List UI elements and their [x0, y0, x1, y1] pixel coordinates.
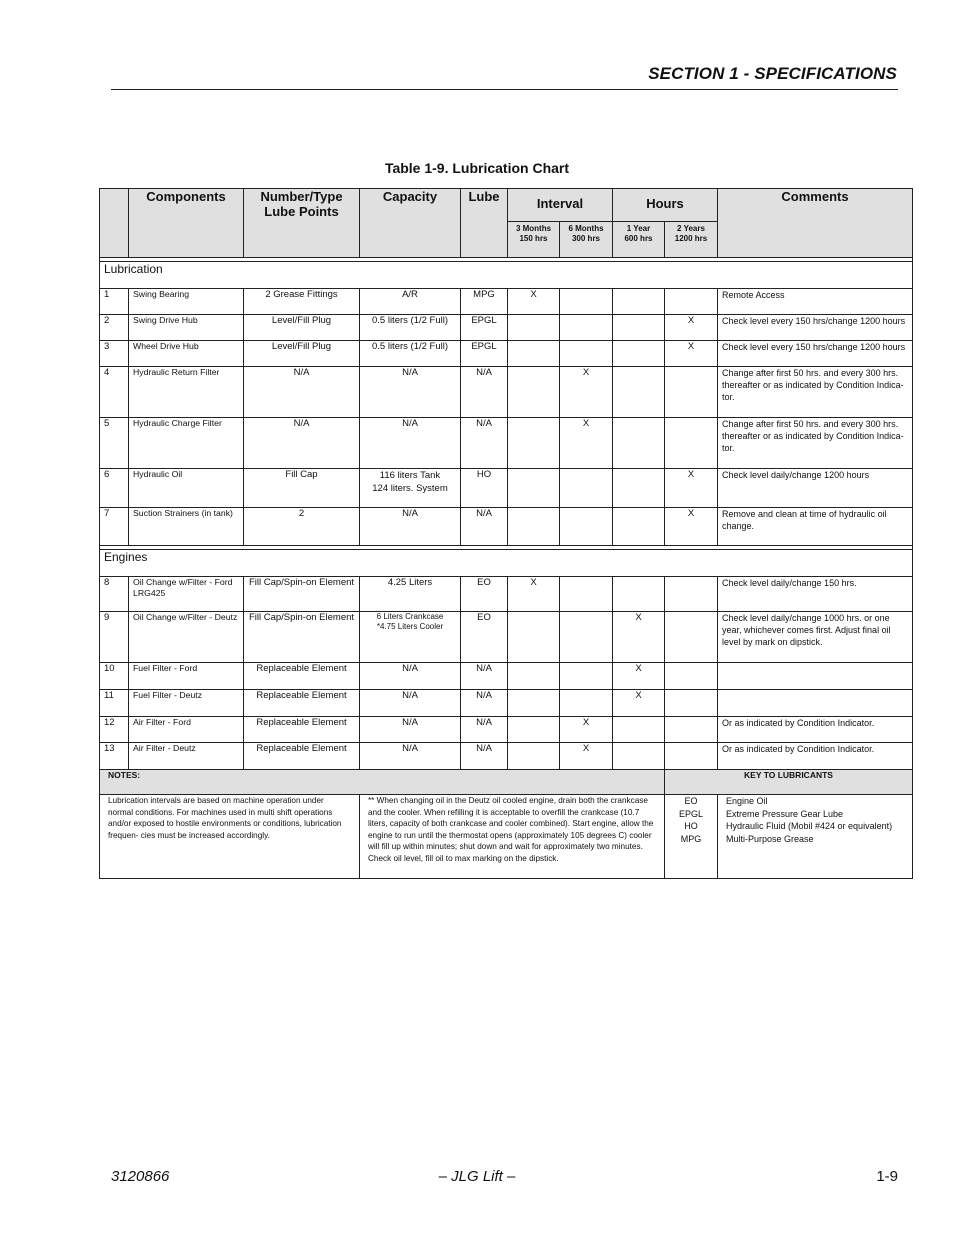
row-comment: Check level daily/change 1200 hours	[718, 469, 913, 508]
row-lube: EO	[461, 612, 508, 663]
row-number: 6	[100, 469, 129, 508]
table-row	[100, 289, 913, 315]
section-header: SECTION 1 - SPECIFICATIONS	[648, 64, 897, 83]
row-comment	[718, 690, 913, 717]
row-interval-6-months	[560, 508, 613, 546]
table-row	[100, 690, 913, 717]
row-lube-points: N/A	[244, 418, 360, 469]
row-capacity: 4.25 Liters	[360, 577, 461, 612]
capacity-line2: 124 liters. System	[372, 483, 448, 494]
table-title: Table 1-9. Lubrication Chart	[384, 160, 570, 176]
row-lube: N/A	[461, 663, 508, 690]
note-deutz-oil-change: ** When changing oil in the Deutz oil cooled engine, drain both the crankcase and the cooler. When refilling it is acceptable to overfill the crankcase (10.7 liters, capacity of both crankcase and cooler combined). Start engine, allow the engine to run until the thermostat opens (approximately 105 degrees C) cooler will fill up within minutes; shut down and wait for approximately two minutes. Check oil level, fill oil to max marking on the dipstick.	[360, 795, 665, 879]
row-component: Suction Strainers (in tank)	[129, 508, 244, 546]
row-comment: Check level daily/change 1000 hrs. or one year, whichever comes first. Adjust final oil level by mark on dipstick.	[718, 612, 913, 663]
row-number: 13	[100, 743, 129, 770]
row-component: Oil Change w/Filter - Ford LRG425	[129, 577, 244, 612]
header-number-type-line1: Number/Type	[260, 189, 343, 204]
row-interval-1-year	[613, 717, 665, 743]
row-interval-3-months	[508, 663, 560, 690]
interval-hours: 300 hrs	[571, 234, 601, 243]
table-row	[100, 367, 913, 418]
row-number: 11	[100, 690, 129, 717]
row-component: Air Filter - Deutz	[129, 743, 244, 770]
table-row	[100, 315, 913, 341]
key-codes	[665, 795, 718, 879]
key-description: Hydraulic Fluid (Mobil #424 or equivalent)	[726, 821, 893, 831]
row-interval-2-years	[665, 743, 718, 770]
row-interval-1-year	[613, 315, 665, 341]
row-capacity: N/A	[360, 367, 461, 418]
row-component: Fuel Filter - Deutz	[129, 690, 244, 717]
header-interval-6-months	[560, 222, 613, 258]
row-interval-2-years: X	[665, 315, 718, 341]
row-interval-6-months	[560, 577, 613, 612]
row-interval-6-months	[560, 289, 613, 315]
notes-header-row	[100, 770, 913, 795]
row-capacity: A/R	[360, 289, 461, 315]
row-interval-6-months	[560, 663, 613, 690]
section-label: Lubrication	[100, 262, 913, 289]
row-capacity: N/A	[360, 690, 461, 717]
row-component: Hydraulic Charge Filter	[129, 418, 244, 469]
row-component: Hydraulic Return Filter	[129, 367, 244, 418]
key-description: Extreme Pressure Gear Lube	[726, 808, 844, 819]
row-interval-3-months	[508, 743, 560, 770]
footer-doc-number: 3120866	[111, 1168, 170, 1185]
row-number: 8	[100, 577, 129, 612]
row-component: Wheel Drive Hub	[129, 341, 244, 367]
interval-label: 1 Year	[626, 224, 651, 233]
row-interval-6-months: X	[560, 418, 613, 469]
row-interval-2-years	[665, 717, 718, 743]
row-interval-1-year	[613, 577, 665, 612]
row-number: 2	[100, 315, 129, 341]
row-component: Hydraulic Oil	[129, 469, 244, 508]
row-comment: Or as indicated by Condition Indicator.	[718, 743, 913, 770]
row-interval-1-year	[613, 469, 665, 508]
row-interval-6-months	[560, 469, 613, 508]
row-comment: Or as indicated by Condition Indicator.	[718, 717, 913, 743]
table-row	[100, 612, 913, 663]
key-to-lubricants-heading: KEY TO LUBRICANTS	[665, 770, 913, 795]
key-code: EPGL	[678, 808, 703, 819]
row-capacity: N/A	[360, 743, 461, 770]
row-interval-1-year	[613, 418, 665, 469]
key-description: Engine Oil	[726, 796, 768, 806]
row-component: Swing Drive Hub	[129, 315, 244, 341]
row-comment: Change after first 50 hrs. and every 300 hrs. thereafter or as indicated by Condition Indica- tor.	[718, 418, 913, 469]
footer-page-number: 1-9	[876, 1168, 898, 1185]
row-interval-6-months: X	[560, 743, 613, 770]
row-component: Swing Bearing	[129, 289, 244, 315]
row-lube-points: N/A	[244, 367, 360, 418]
row-interval-3-months	[508, 418, 560, 469]
row-component: Air Filter - Ford	[129, 717, 244, 743]
capacity-line1: 6 Liters Crankcase	[376, 612, 444, 621]
header-interval-3-months	[508, 222, 560, 258]
row-lube: N/A	[461, 743, 508, 770]
row-interval-2-years	[665, 612, 718, 663]
row-comment: Remote Access	[718, 289, 913, 315]
row-lube-points: Level/Fill Plug	[244, 315, 360, 341]
row-lube-points: Replaceable Element	[244, 690, 360, 717]
row-interval-6-months	[560, 315, 613, 341]
capacity-line2: *4.75 Liters Cooler	[376, 622, 444, 631]
row-capacity: N/A	[360, 663, 461, 690]
row-comment: Change after first 50 hrs. and every 300 hrs. thereafter or as indicated by Condition Indica- tor.	[718, 367, 913, 418]
row-interval-1-year	[613, 289, 665, 315]
table-row	[100, 577, 913, 612]
row-interval-2-years	[665, 577, 718, 612]
row-interval-3-months	[508, 690, 560, 717]
row-interval-1-year	[613, 341, 665, 367]
row-lube-points: Level/Fill Plug	[244, 341, 360, 367]
row-interval-3-months	[508, 469, 560, 508]
row-capacity: N/A	[360, 508, 461, 546]
row-comment: Check level every 150 hrs/change 1200 hours	[718, 341, 913, 367]
header-lube: Lube	[461, 189, 508, 258]
row-number: 9	[100, 612, 129, 663]
interval-hours: 600 hrs	[624, 234, 653, 243]
row-interval-3-months: X	[508, 577, 560, 612]
row-interval-3-months	[508, 341, 560, 367]
row-capacity: N/A	[360, 418, 461, 469]
interval-hours: 1200 hrs	[674, 234, 708, 243]
row-comment: Check level daily/change 150 hrs.	[718, 577, 913, 612]
row-lube: N/A	[461, 508, 508, 546]
table-row	[100, 508, 913, 546]
row-interval-1-year	[613, 743, 665, 770]
row-interval-6-months	[560, 341, 613, 367]
row-lube-points: Fill Cap/Spin-on Element	[244, 612, 360, 663]
header-components: Components	[129, 189, 244, 258]
row-lube-points: Replaceable Element	[244, 743, 360, 770]
row-comment: Remove and clean at time of hydraulic oil change.	[718, 508, 913, 546]
row-number: 7	[100, 508, 129, 546]
header-comments: Comments	[718, 189, 913, 258]
header-interval-1-year	[613, 222, 665, 258]
row-number: 3	[100, 341, 129, 367]
header-index-cell	[100, 189, 129, 258]
row-number: 4	[100, 367, 129, 418]
row-interval-3-months: X	[508, 289, 560, 315]
row-capacity	[360, 469, 461, 508]
row-interval-3-months	[508, 508, 560, 546]
row-lube: HO	[461, 469, 508, 508]
row-interval-1-year	[613, 367, 665, 418]
header-rule	[111, 89, 898, 90]
interval-label: 2 Years	[677, 224, 705, 233]
row-capacity: 0.5 liters (1/2 Full)	[360, 341, 461, 367]
row-interval-1-year: X	[613, 663, 665, 690]
table-row	[100, 469, 913, 508]
key-code: MPG	[680, 833, 702, 844]
table-row	[100, 663, 913, 690]
header-interval-2-years	[665, 222, 718, 258]
row-interval-2-years	[665, 663, 718, 690]
row-lube: N/A	[461, 367, 508, 418]
interval-hours: 150 hrs	[519, 234, 548, 243]
header-number-type	[244, 189, 360, 258]
section-row-lubrication	[100, 262, 913, 289]
section-label: Engines	[100, 550, 913, 577]
row-lube: N/A	[461, 717, 508, 743]
row-lube-points: Replaceable Element	[244, 663, 360, 690]
notes-body-row	[100, 795, 913, 879]
row-interval-6-months	[560, 690, 613, 717]
interval-label: 3 Months	[515, 224, 552, 233]
key-code: EO	[684, 796, 698, 806]
row-capacity: 0.5 liters (1/2 Full)	[360, 315, 461, 341]
row-comment	[718, 663, 913, 690]
row-capacity	[360, 612, 461, 663]
row-interval-3-months	[508, 612, 560, 663]
row-interval-3-months	[508, 367, 560, 418]
header-interval: Interval	[508, 189, 613, 222]
table-row	[100, 418, 913, 469]
row-lube-points: Fill Cap	[244, 469, 360, 508]
header-hours: Hours	[613, 189, 718, 222]
footer-brand: – JLG Lift –	[438, 1168, 516, 1185]
lubrication-chart-table	[99, 188, 913, 879]
row-interval-6-months: X	[560, 367, 613, 418]
row-lube: EPGL	[461, 315, 508, 341]
capacity-line1: 116 liters Tank	[379, 470, 441, 481]
row-lube: EO	[461, 577, 508, 612]
row-capacity: N/A	[360, 717, 461, 743]
table-row	[100, 743, 913, 770]
row-interval-6-months	[560, 612, 613, 663]
row-lube-points: Replaceable Element	[244, 717, 360, 743]
header-capacity: Capacity	[360, 189, 461, 258]
notes-heading: NOTES:	[100, 770, 665, 795]
row-number: 10	[100, 663, 129, 690]
row-lube: N/A	[461, 418, 508, 469]
row-interval-2-years	[665, 690, 718, 717]
row-comment: Check level every 150 hrs/change 1200 hours	[718, 315, 913, 341]
key-descriptions	[718, 795, 913, 879]
row-interval-3-months	[508, 717, 560, 743]
row-component: Oil Change w/Filter - Deutz	[129, 612, 244, 663]
row-interval-1-year	[613, 508, 665, 546]
row-interval-2-years: X	[665, 508, 718, 546]
row-interval-2-years: X	[665, 341, 718, 367]
row-interval-2-years: X	[665, 469, 718, 508]
key-code: HO	[684, 821, 698, 831]
row-component: Fuel Filter - Ford	[129, 663, 244, 690]
row-interval-6-months: X	[560, 717, 613, 743]
table-row	[100, 341, 913, 367]
row-lube: N/A	[461, 690, 508, 717]
row-interval-3-months	[508, 315, 560, 341]
key-description: Multi-Purpose Grease	[726, 833, 814, 844]
interval-label: 6 Months	[568, 224, 604, 233]
row-lube-points: 2 Grease Fittings	[244, 289, 360, 315]
table-row	[100, 717, 913, 743]
section-row-engines	[100, 550, 913, 577]
row-interval-1-year: X	[613, 612, 665, 663]
note-lubrication-intervals: Lubrication intervals are based on machine operation under normal conditions. For machines used in multi shift operations and/or exposed to hostile environments or conditions, lubrication frequen- cies must be increased accordingly.	[100, 795, 360, 879]
row-number: 1	[100, 289, 129, 315]
row-number: 12	[100, 717, 129, 743]
row-interval-1-year: X	[613, 690, 665, 717]
row-lube: EPGL	[461, 341, 508, 367]
row-interval-2-years	[665, 418, 718, 469]
row-number: 5	[100, 418, 129, 469]
row-interval-2-years	[665, 289, 718, 315]
row-lube: MPG	[461, 289, 508, 315]
row-interval-2-years	[665, 367, 718, 418]
row-lube-points: Fill Cap/Spin-on Element	[244, 577, 360, 612]
row-lube-points: 2	[244, 508, 360, 546]
header-lube-points-line2: Lube Points	[264, 204, 339, 219]
